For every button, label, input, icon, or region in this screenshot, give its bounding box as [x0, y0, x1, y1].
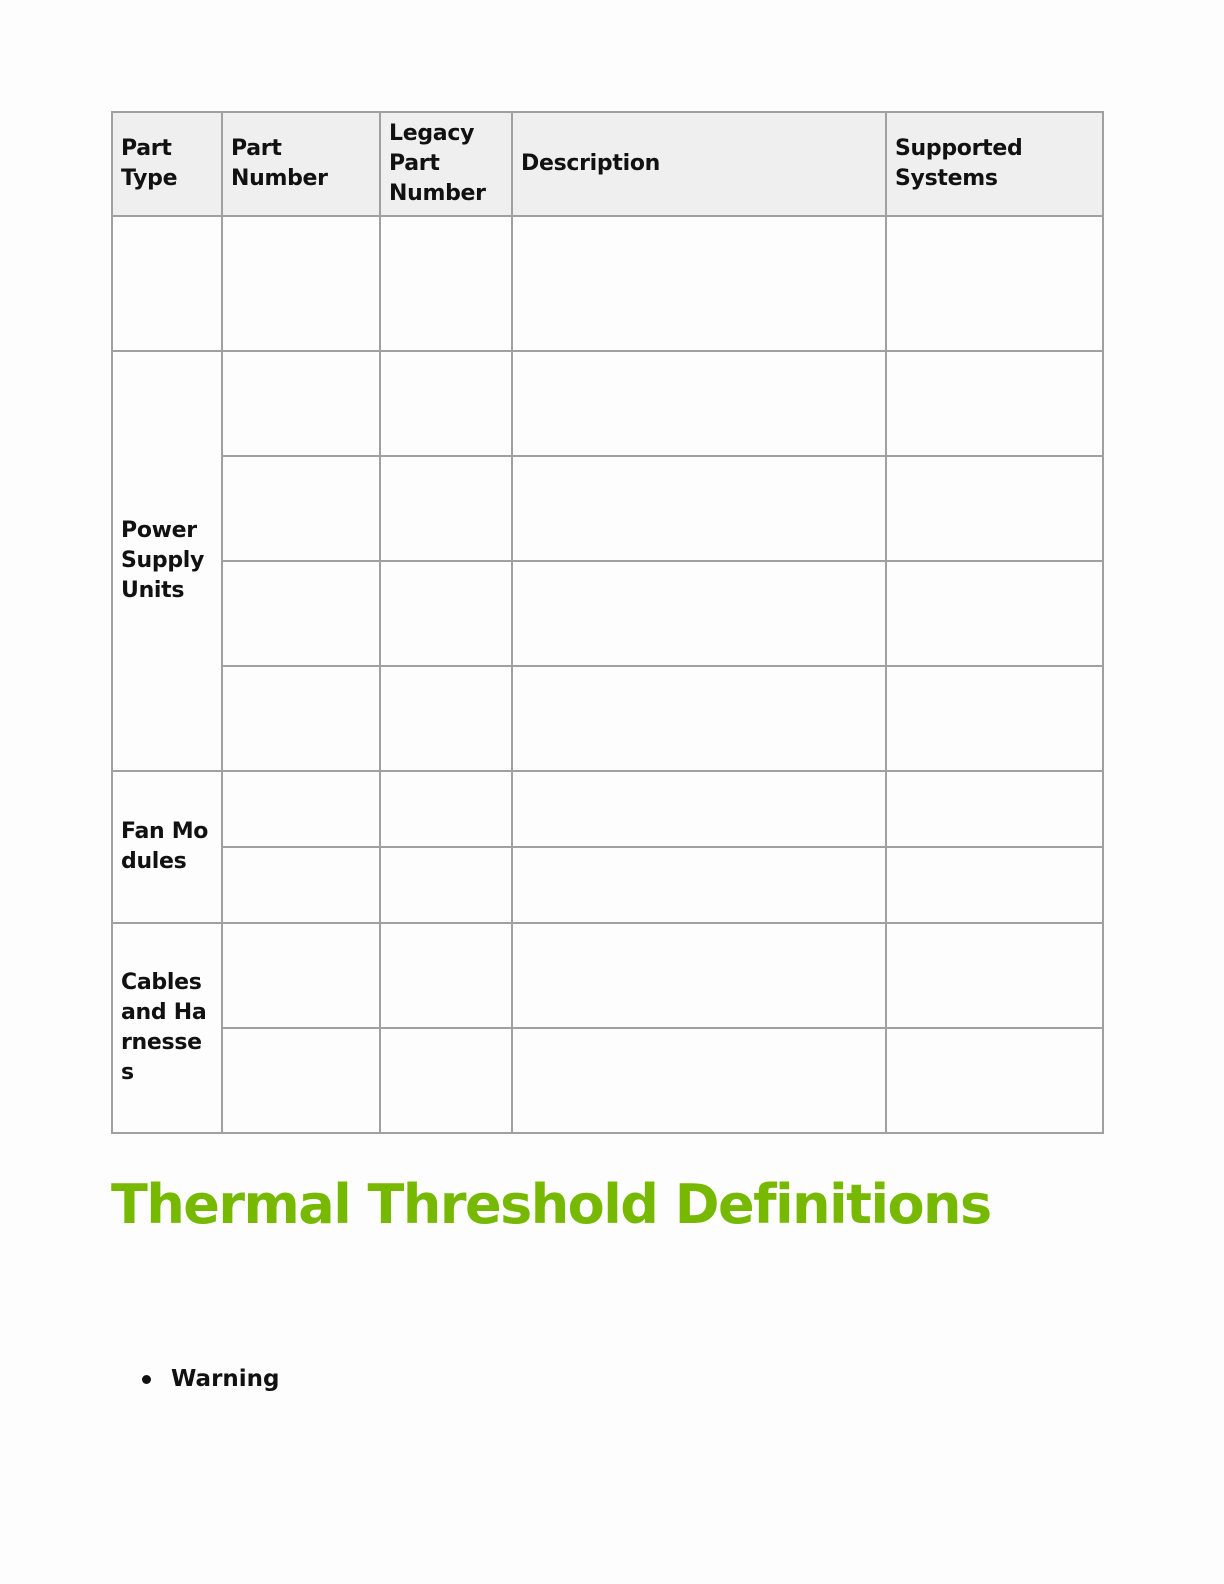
part-number-cell — [222, 216, 380, 351]
part-type-cell-cables-and-harnesses: Cables and Harnesses — [112, 923, 222, 1133]
supported-systems-cell — [886, 456, 1103, 561]
bullet-icon — [142, 1375, 151, 1384]
description-cell — [512, 561, 886, 666]
table-row — [112, 666, 1103, 771]
table-row — [112, 1028, 1103, 1133]
supported-systems-cell — [886, 923, 1103, 1028]
table-row — [112, 216, 1103, 351]
supported-systems-cell — [886, 666, 1103, 771]
header-part-type: Part Type — [112, 112, 222, 216]
description-cell — [512, 1028, 886, 1133]
legacy-part-number-cell — [380, 561, 512, 666]
part-number-cell — [222, 847, 380, 923]
supported-systems-cell — [886, 1028, 1103, 1133]
parts-table — [111, 111, 1104, 1134]
part-number-cell — [222, 923, 380, 1028]
header-part-number: Part Number — [222, 112, 380, 216]
part-number-cell — [222, 666, 380, 771]
header-supported-systems: Supported Systems — [886, 112, 1103, 216]
table-row — [112, 351, 1103, 456]
description-cell — [512, 456, 886, 561]
part-type-cell-fan-modules: Fan Modules — [112, 771, 222, 923]
table-row — [112, 456, 1103, 561]
description-cell — [512, 771, 886, 847]
part-number-cell — [222, 456, 380, 561]
header-legacy-part-number: Legacy Part Number — [380, 112, 512, 216]
part-type-cell-power-supply-units: Power Supply Units — [112, 351, 222, 771]
part-number-cell — [222, 1028, 380, 1133]
header-description: Description — [512, 112, 886, 216]
supported-systems-cell — [886, 216, 1103, 351]
description-cell — [512, 216, 886, 351]
legacy-part-number-cell — [380, 456, 512, 561]
legacy-part-number-cell — [380, 351, 512, 456]
description-cell — [512, 351, 886, 456]
description-cell — [512, 923, 886, 1028]
table-header-row — [112, 112, 1103, 216]
legacy-part-number-cell — [380, 771, 512, 847]
list-item-label: Warning — [171, 1366, 280, 1392]
legacy-part-number-cell — [380, 923, 512, 1028]
supported-systems-cell — [886, 771, 1103, 847]
table-row — [112, 923, 1103, 1028]
section-heading: Thermal Threshold Definitions — [111, 1173, 991, 1236]
legacy-part-number-cell — [380, 666, 512, 771]
table-row — [112, 847, 1103, 923]
part-number-cell — [222, 351, 380, 456]
part-type-cell — [112, 216, 222, 351]
supported-systems-cell — [886, 847, 1103, 923]
legacy-part-number-cell — [380, 216, 512, 351]
legacy-part-number-cell — [380, 1028, 512, 1133]
supported-systems-cell — [886, 351, 1103, 456]
description-cell — [512, 666, 886, 771]
part-number-cell — [222, 771, 380, 847]
part-number-cell — [222, 561, 380, 666]
table-row — [112, 771, 1103, 847]
bullet-list — [142, 1362, 280, 1396]
table-row — [112, 561, 1103, 666]
description-cell — [512, 847, 886, 923]
supported-systems-cell — [886, 561, 1103, 666]
list-item — [142, 1362, 280, 1396]
legacy-part-number-cell — [380, 847, 512, 923]
